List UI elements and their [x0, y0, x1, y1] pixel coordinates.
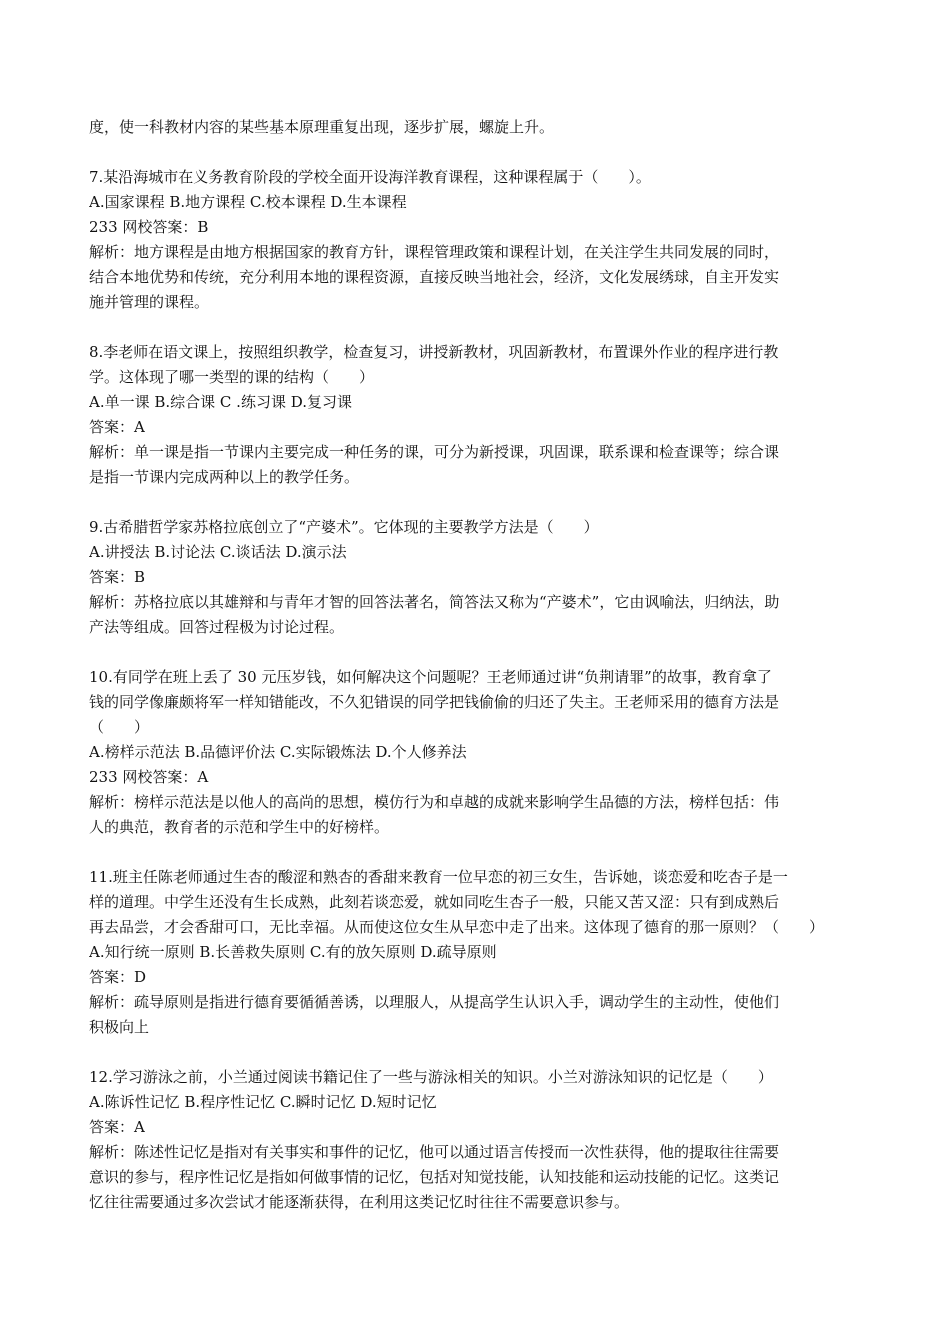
question-stem: 样的道理。中学生还没有生长成熟，此刻若谈恋爱，就如同吃生杏子一般，只能又苦又涩：只有到成熟后	[89, 893, 780, 911]
question-stem: 9.古希腊哲学家苏格拉底创立了“产婆术”。它体现的主要教学方法是（ ）	[89, 518, 599, 536]
question-analysis: 解析：苏格拉底以其雄辩和与青年才智的回答法著名，简答法又称为“产婆术”，它由讽喻法，归纳法，助	[89, 593, 780, 611]
question-answer: 答案：A	[89, 1118, 145, 1136]
question-stem: 11.班主任陈老师通过生杏的酸涩和熟杏的香甜来教育一位早恋的初三女生，告诉她，谈恋爱和吃杏子是一	[89, 868, 788, 886]
question-7	[89, 165, 867, 315]
question-stem: 7.某沿海城市在义务教育阶段的学校全面开设海洋教育课程，这种课程属于（ ）。	[89, 168, 651, 186]
question-10	[89, 665, 867, 840]
question-analysis: 解析：陈述性记忆是指对有关事实和事件的记忆，他可以通过语言传授而一次性获得，他的提取往往需要	[89, 1143, 780, 1161]
spacer	[89, 840, 867, 865]
question-11	[89, 865, 867, 1040]
question-analysis: 解析：单一课是指一节课内主要完成一种任务的课，可分为新授课，巩固课，联系课和检查课等；综合课	[89, 443, 780, 461]
question-analysis: 人的典范，教育者的示范和学生中的好榜样。	[89, 818, 390, 836]
question-analysis: 施并管理的课程。	[89, 293, 210, 311]
question-8	[89, 340, 867, 490]
question-options: A.讲授法 B.讨论法 C.谈话法 D.演示法	[89, 543, 347, 561]
question-analysis: 积极向上	[89, 1018, 150, 1036]
question-answer: 答案：B	[89, 568, 146, 586]
question-options: A.陈诉性记忆 B.程序性记忆 C.瞬时记忆 D.短时记忆	[89, 1093, 437, 1111]
spacer	[89, 1040, 867, 1065]
question-options: A.知行统一原则 B.长善救失原则 C.有的放矢原则 D.疏导原则	[89, 943, 497, 961]
question-12	[89, 1065, 867, 1215]
question-analysis: 产法等组成。回答过程极为讨论过程。	[89, 618, 345, 636]
question-stem: 8.李老师在语文课上，按照组织教学，检查复习，讲授新教材，巩固新教材，布置课外作业的程序进行教	[89, 343, 779, 361]
spacer	[89, 140, 867, 165]
question-analysis: 结合本地优势和传统，充分利用本地的课程资源，直接反映当地社会，经济，文化发展绣球，自主开发实	[89, 268, 780, 286]
question-stem: （ ）	[89, 718, 150, 736]
question-answer: 233 网校答案：B	[89, 218, 209, 236]
question-analysis: 解析：疏导原则是指进行德育要循循善诱，以理服人，从提高学生认识入手，调动学生的主动性，使他们	[89, 993, 780, 1011]
spacer	[89, 315, 867, 340]
intro-tail-text: 度，使一科教材内容的某些基本原理重复出现，逐步扩展，螺旋上升。	[89, 118, 555, 136]
question-stem: 12.学习游泳之前，小兰通过阅读书籍记住了一些与游泳相关的知识。小兰对游泳知识的记忆是（ ）	[89, 1068, 773, 1086]
question-analysis: 是指一节课内完成两种以上的教学任务。	[89, 468, 360, 486]
document-page	[89, 115, 867, 1215]
question-stem: 10.有同学在班上丢了 30 元压岁钱，如何解决这个问题呢？王老师通过讲“负荆请罪”的故事，教育拿了	[89, 668, 772, 686]
question-analysis: 解析：地方课程是由地方根据国家的教育方针，课程管理政策和课程计划，在关注学生共同发展的同时，	[89, 243, 780, 261]
question-9	[89, 515, 867, 640]
question-analysis: 意识的参与，程序性记忆是指如何做事情的记忆，包括对知觉技能，认知技能和运动技能的记忆。这类记	[89, 1168, 780, 1186]
question-analysis: 解析：榜样示范法是以他人的高尚的思想，模仿行为和卓越的成就来影响学生品德的方法，榜样包括：伟	[89, 793, 780, 811]
question-analysis: 忆往往需要通过多次尝试才能逐渐获得，在利用这类记忆时往往不需要意识参与。	[89, 1193, 630, 1211]
question-options: A.国家课程 B.地方课程 C.校本课程 D.生本课程	[89, 193, 407, 211]
question-options: A.榜样示范法 B.品德评价法 C.实际锻炼法 D.个人修养法	[89, 743, 467, 761]
question-answer: 答案：D	[89, 968, 147, 986]
question-options: A.单一课 B.综合课 C .练习课 D.复习课	[89, 393, 352, 411]
spacer	[89, 640, 867, 665]
question-answer: 233 网校答案：A	[89, 768, 209, 786]
question-stem: 再去品尝，才会香甜可口，无比幸福。从而使这位女生从早恋中走了出来。这体现了德育的那一原则？（ ）	[89, 918, 825, 936]
question-stem: 钱的同学像廉颇将军一样知错能改，不久犯错误的同学把钱偷偷的归还了失主。王老师采用的德育方法是	[89, 693, 780, 711]
question-answer: 答案：A	[89, 418, 145, 436]
question-stem: 学。这体现了哪一类型的课的结构（ ）	[89, 368, 375, 386]
spacer	[89, 490, 867, 515]
